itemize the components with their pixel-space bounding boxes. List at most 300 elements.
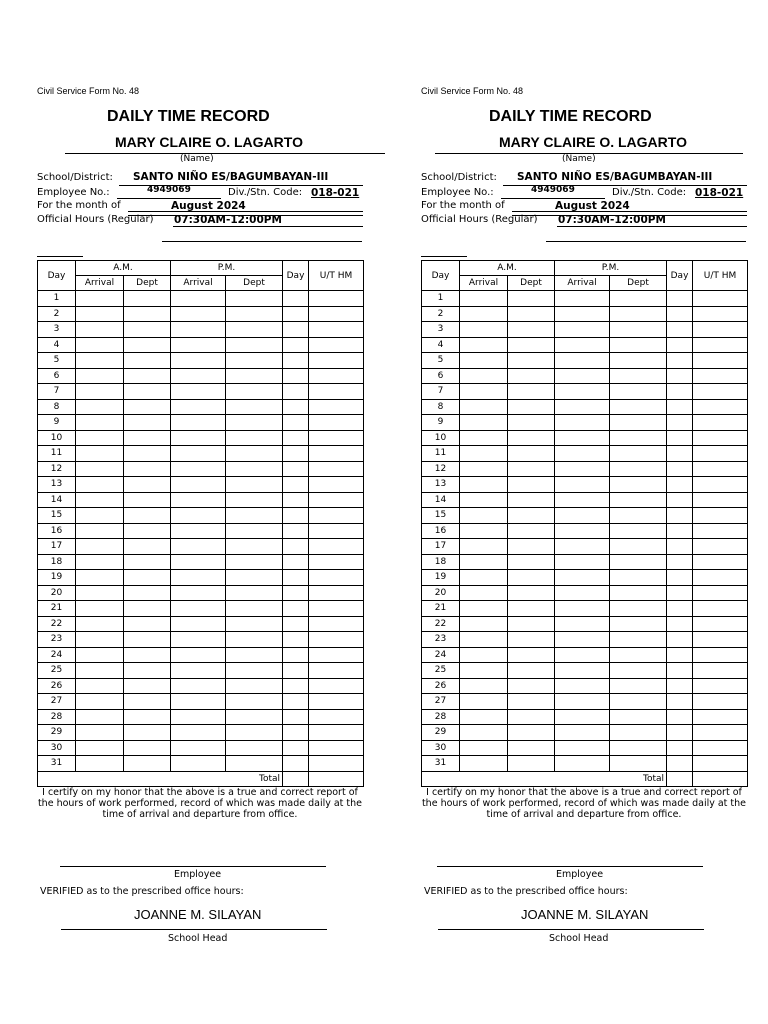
undertime-hm-cell[interactable] xyxy=(693,384,748,400)
am-arrival-cell[interactable] xyxy=(460,446,508,462)
pm-arrival-cell[interactable] xyxy=(171,616,226,632)
am-departure-cell[interactable] xyxy=(124,322,171,338)
undertime-day-cell[interactable] xyxy=(283,616,309,632)
am-departure-cell[interactable] xyxy=(508,368,555,384)
pm-departure-cell[interactable] xyxy=(226,368,283,384)
am-departure-cell[interactable] xyxy=(124,415,171,431)
pm-arrival-cell[interactable] xyxy=(555,756,610,772)
undertime-day-cell[interactable] xyxy=(667,415,693,431)
am-departure-cell[interactable] xyxy=(124,632,171,648)
am-arrival-cell[interactable] xyxy=(76,399,124,415)
pm-arrival-cell[interactable] xyxy=(555,601,610,617)
pm-arrival-cell[interactable] xyxy=(555,492,610,508)
undertime-day-cell[interactable] xyxy=(283,554,309,570)
pm-arrival-cell[interactable] xyxy=(171,539,226,555)
undertime-hm-cell[interactable] xyxy=(693,616,748,632)
pm-departure-cell[interactable] xyxy=(610,446,667,462)
pm-departure-cell[interactable] xyxy=(226,492,283,508)
am-departure-cell[interactable] xyxy=(124,585,171,601)
undertime-hm-cell[interactable] xyxy=(309,306,364,322)
am-departure-cell[interactable] xyxy=(124,446,171,462)
am-arrival-cell[interactable] xyxy=(76,492,124,508)
pm-arrival-cell[interactable] xyxy=(555,585,610,601)
am-arrival-cell[interactable] xyxy=(76,539,124,555)
am-arrival-cell[interactable] xyxy=(460,725,508,741)
am-departure-cell[interactable] xyxy=(124,539,171,555)
am-departure-cell[interactable] xyxy=(124,709,171,725)
am-arrival-cell[interactable] xyxy=(76,601,124,617)
pm-arrival-cell[interactable] xyxy=(171,570,226,586)
am-departure-cell[interactable] xyxy=(508,306,555,322)
pm-departure-cell[interactable] xyxy=(226,616,283,632)
pm-departure-cell[interactable] xyxy=(226,709,283,725)
am-arrival-cell[interactable] xyxy=(76,647,124,663)
pm-arrival-cell[interactable] xyxy=(555,430,610,446)
pm-arrival-cell[interactable] xyxy=(171,291,226,307)
pm-departure-cell[interactable] xyxy=(226,353,283,369)
undertime-hm-cell[interactable] xyxy=(309,756,364,772)
undertime-day-cell[interactable] xyxy=(283,492,309,508)
undertime-day-cell[interactable] xyxy=(283,368,309,384)
am-departure-cell[interactable] xyxy=(124,601,171,617)
pm-departure-cell[interactable] xyxy=(610,694,667,710)
pm-departure-cell[interactable] xyxy=(226,539,283,555)
am-departure-cell[interactable] xyxy=(124,461,171,477)
am-arrival-cell[interactable] xyxy=(76,554,124,570)
undertime-hm-cell[interactable] xyxy=(309,415,364,431)
undertime-hm-cell[interactable] xyxy=(309,337,364,353)
undertime-hm-cell[interactable] xyxy=(309,384,364,400)
undertime-hm-cell[interactable] xyxy=(693,306,748,322)
undertime-day-cell[interactable] xyxy=(667,740,693,756)
undertime-hm-cell[interactable] xyxy=(309,539,364,555)
pm-arrival-cell[interactable] xyxy=(171,523,226,539)
pm-departure-cell[interactable] xyxy=(610,554,667,570)
undertime-day-cell[interactable] xyxy=(667,477,693,493)
total-day-cell[interactable] xyxy=(283,771,309,787)
am-departure-cell[interactable] xyxy=(124,492,171,508)
undertime-day-cell[interactable] xyxy=(667,446,693,462)
am-arrival-cell[interactable] xyxy=(76,291,124,307)
pm-arrival-cell[interactable] xyxy=(555,523,610,539)
am-arrival-cell[interactable] xyxy=(76,461,124,477)
pm-departure-cell[interactable] xyxy=(226,523,283,539)
am-arrival-cell[interactable] xyxy=(460,663,508,679)
undertime-hm-cell[interactable] xyxy=(693,554,748,570)
pm-arrival-cell[interactable] xyxy=(555,446,610,462)
undertime-day-cell[interactable] xyxy=(667,430,693,446)
am-arrival-cell[interactable] xyxy=(460,709,508,725)
undertime-hm-cell[interactable] xyxy=(309,601,364,617)
pm-arrival-cell[interactable] xyxy=(555,384,610,400)
undertime-day-cell[interactable] xyxy=(283,632,309,648)
pm-departure-cell[interactable] xyxy=(610,368,667,384)
undertime-day-cell[interactable] xyxy=(283,570,309,586)
pm-arrival-cell[interactable] xyxy=(171,508,226,524)
undertime-day-cell[interactable] xyxy=(667,663,693,679)
undertime-hm-cell[interactable] xyxy=(693,585,748,601)
undertime-hm-cell[interactable] xyxy=(309,523,364,539)
undertime-day-cell[interactable] xyxy=(283,709,309,725)
pm-arrival-cell[interactable] xyxy=(171,446,226,462)
undertime-day-cell[interactable] xyxy=(667,601,693,617)
pm-departure-cell[interactable] xyxy=(610,523,667,539)
undertime-day-cell[interactable] xyxy=(667,384,693,400)
undertime-hm-cell[interactable] xyxy=(309,477,364,493)
am-departure-cell[interactable] xyxy=(124,337,171,353)
am-arrival-cell[interactable] xyxy=(460,585,508,601)
undertime-hm-cell[interactable] xyxy=(693,756,748,772)
am-departure-cell[interactable] xyxy=(124,306,171,322)
total-hm-cell[interactable] xyxy=(693,771,748,787)
undertime-hm-cell[interactable] xyxy=(309,492,364,508)
undertime-day-cell[interactable] xyxy=(283,508,309,524)
undertime-day-cell[interactable] xyxy=(283,539,309,555)
am-departure-cell[interactable] xyxy=(508,477,555,493)
pm-arrival-cell[interactable] xyxy=(555,554,610,570)
undertime-hm-cell[interactable] xyxy=(693,415,748,431)
undertime-day-cell[interactable] xyxy=(667,756,693,772)
undertime-hm-cell[interactable] xyxy=(693,601,748,617)
undertime-hm-cell[interactable] xyxy=(693,337,748,353)
am-arrival-cell[interactable] xyxy=(76,756,124,772)
pm-departure-cell[interactable] xyxy=(610,477,667,493)
am-departure-cell[interactable] xyxy=(508,709,555,725)
undertime-day-cell[interactable] xyxy=(667,306,693,322)
am-departure-cell[interactable] xyxy=(124,523,171,539)
pm-arrival-cell[interactable] xyxy=(555,647,610,663)
pm-departure-cell[interactable] xyxy=(610,399,667,415)
pm-departure-cell[interactable] xyxy=(226,632,283,648)
am-departure-cell[interactable] xyxy=(508,585,555,601)
undertime-day-cell[interactable] xyxy=(667,291,693,307)
am-arrival-cell[interactable] xyxy=(76,678,124,694)
am-departure-cell[interactable] xyxy=(508,430,555,446)
undertime-day-cell[interactable] xyxy=(283,399,309,415)
am-departure-cell[interactable] xyxy=(508,756,555,772)
pm-arrival-cell[interactable] xyxy=(171,601,226,617)
am-arrival-cell[interactable] xyxy=(460,492,508,508)
pm-arrival-cell[interactable] xyxy=(555,337,610,353)
undertime-hm-cell[interactable] xyxy=(693,678,748,694)
pm-arrival-cell[interactable] xyxy=(555,415,610,431)
am-departure-cell[interactable] xyxy=(508,678,555,694)
pm-arrival-cell[interactable] xyxy=(171,353,226,369)
pm-arrival-cell[interactable] xyxy=(171,384,226,400)
pm-arrival-cell[interactable] xyxy=(171,492,226,508)
pm-departure-cell[interactable] xyxy=(610,585,667,601)
am-departure-cell[interactable] xyxy=(508,539,555,555)
undertime-hm-cell[interactable] xyxy=(309,430,364,446)
pm-arrival-cell[interactable] xyxy=(555,570,610,586)
undertime-hm-cell[interactable] xyxy=(309,399,364,415)
pm-arrival-cell[interactable] xyxy=(171,430,226,446)
am-departure-cell[interactable] xyxy=(124,570,171,586)
pm-departure-cell[interactable] xyxy=(226,337,283,353)
undertime-hm-cell[interactable] xyxy=(309,678,364,694)
am-arrival-cell[interactable] xyxy=(460,337,508,353)
pm-departure-cell[interactable] xyxy=(226,306,283,322)
am-arrival-cell[interactable] xyxy=(76,616,124,632)
undertime-day-cell[interactable] xyxy=(667,647,693,663)
am-arrival-cell[interactable] xyxy=(460,539,508,555)
pm-departure-cell[interactable] xyxy=(226,678,283,694)
am-arrival-cell[interactable] xyxy=(460,616,508,632)
undertime-day-cell[interactable] xyxy=(667,725,693,741)
am-arrival-cell[interactable] xyxy=(460,523,508,539)
undertime-day-cell[interactable] xyxy=(667,678,693,694)
undertime-day-cell[interactable] xyxy=(667,585,693,601)
pm-departure-cell[interactable] xyxy=(610,616,667,632)
am-departure-cell[interactable] xyxy=(508,337,555,353)
am-arrival-cell[interactable] xyxy=(460,477,508,493)
am-departure-cell[interactable] xyxy=(508,523,555,539)
am-departure-cell[interactable] xyxy=(124,725,171,741)
pm-arrival-cell[interactable] xyxy=(555,477,610,493)
am-departure-cell[interactable] xyxy=(124,554,171,570)
pm-departure-cell[interactable] xyxy=(610,539,667,555)
pm-departure-cell[interactable] xyxy=(226,399,283,415)
pm-arrival-cell[interactable] xyxy=(555,322,610,338)
am-arrival-cell[interactable] xyxy=(76,709,124,725)
am-arrival-cell[interactable] xyxy=(460,415,508,431)
undertime-hm-cell[interactable] xyxy=(309,322,364,338)
undertime-hm-cell[interactable] xyxy=(693,539,748,555)
am-departure-cell[interactable] xyxy=(124,647,171,663)
am-arrival-cell[interactable] xyxy=(76,725,124,741)
undertime-day-cell[interactable] xyxy=(283,322,309,338)
undertime-hm-cell[interactable] xyxy=(693,663,748,679)
pm-departure-cell[interactable] xyxy=(610,461,667,477)
undertime-day-cell[interactable] xyxy=(667,539,693,555)
undertime-hm-cell[interactable] xyxy=(693,740,748,756)
am-departure-cell[interactable] xyxy=(508,647,555,663)
am-departure-cell[interactable] xyxy=(508,508,555,524)
undertime-day-cell[interactable] xyxy=(283,663,309,679)
pm-arrival-cell[interactable] xyxy=(555,306,610,322)
am-arrival-cell[interactable] xyxy=(460,694,508,710)
pm-departure-cell[interactable] xyxy=(226,446,283,462)
undertime-hm-cell[interactable] xyxy=(693,446,748,462)
pm-departure-cell[interactable] xyxy=(610,306,667,322)
undertime-day-cell[interactable] xyxy=(283,415,309,431)
pm-departure-cell[interactable] xyxy=(610,322,667,338)
am-departure-cell[interactable] xyxy=(508,353,555,369)
am-departure-cell[interactable] xyxy=(124,291,171,307)
am-departure-cell[interactable] xyxy=(124,477,171,493)
pm-departure-cell[interactable] xyxy=(226,740,283,756)
am-arrival-cell[interactable] xyxy=(460,353,508,369)
undertime-hm-cell[interactable] xyxy=(693,461,748,477)
am-departure-cell[interactable] xyxy=(124,616,171,632)
pm-arrival-cell[interactable] xyxy=(171,678,226,694)
undertime-hm-cell[interactable] xyxy=(693,322,748,338)
undertime-day-cell[interactable] xyxy=(667,523,693,539)
am-departure-cell[interactable] xyxy=(124,678,171,694)
undertime-day-cell[interactable] xyxy=(283,585,309,601)
am-arrival-cell[interactable] xyxy=(76,430,124,446)
am-arrival-cell[interactable] xyxy=(460,461,508,477)
am-departure-cell[interactable] xyxy=(124,663,171,679)
pm-arrival-cell[interactable] xyxy=(555,694,610,710)
am-arrival-cell[interactable] xyxy=(460,647,508,663)
pm-departure-cell[interactable] xyxy=(610,570,667,586)
am-arrival-cell[interactable] xyxy=(460,756,508,772)
am-departure-cell[interactable] xyxy=(508,601,555,617)
pm-departure-cell[interactable] xyxy=(610,430,667,446)
pm-departure-cell[interactable] xyxy=(610,291,667,307)
undertime-day-cell[interactable] xyxy=(667,322,693,338)
pm-departure-cell[interactable] xyxy=(610,756,667,772)
pm-departure-cell[interactable] xyxy=(226,585,283,601)
undertime-day-cell[interactable] xyxy=(667,709,693,725)
undertime-day-cell[interactable] xyxy=(283,446,309,462)
pm-departure-cell[interactable] xyxy=(610,740,667,756)
am-departure-cell[interactable] xyxy=(508,570,555,586)
pm-departure-cell[interactable] xyxy=(226,461,283,477)
undertime-hm-cell[interactable] xyxy=(693,291,748,307)
pm-departure-cell[interactable] xyxy=(610,632,667,648)
pm-departure-cell[interactable] xyxy=(610,678,667,694)
am-arrival-cell[interactable] xyxy=(460,632,508,648)
am-arrival-cell[interactable] xyxy=(76,570,124,586)
am-arrival-cell[interactable] xyxy=(460,368,508,384)
undertime-hm-cell[interactable] xyxy=(309,725,364,741)
pm-arrival-cell[interactable] xyxy=(171,709,226,725)
am-departure-cell[interactable] xyxy=(508,384,555,400)
undertime-day-cell[interactable] xyxy=(667,399,693,415)
am-departure-cell[interactable] xyxy=(508,492,555,508)
am-arrival-cell[interactable] xyxy=(76,368,124,384)
pm-departure-cell[interactable] xyxy=(610,725,667,741)
am-departure-cell[interactable] xyxy=(124,430,171,446)
pm-departure-cell[interactable] xyxy=(610,353,667,369)
pm-departure-cell[interactable] xyxy=(226,384,283,400)
am-arrival-cell[interactable] xyxy=(460,508,508,524)
am-arrival-cell[interactable] xyxy=(76,322,124,338)
undertime-hm-cell[interactable] xyxy=(693,725,748,741)
pm-departure-cell[interactable] xyxy=(226,663,283,679)
pm-departure-cell[interactable] xyxy=(226,647,283,663)
am-departure-cell[interactable] xyxy=(508,663,555,679)
undertime-day-cell[interactable] xyxy=(667,368,693,384)
am-departure-cell[interactable] xyxy=(508,461,555,477)
undertime-hm-cell[interactable] xyxy=(309,508,364,524)
am-arrival-cell[interactable] xyxy=(460,306,508,322)
pm-arrival-cell[interactable] xyxy=(555,709,610,725)
am-departure-cell[interactable] xyxy=(508,632,555,648)
am-arrival-cell[interactable] xyxy=(76,446,124,462)
am-departure-cell[interactable] xyxy=(124,353,171,369)
undertime-hm-cell[interactable] xyxy=(309,632,364,648)
undertime-day-cell[interactable] xyxy=(283,647,309,663)
pm-arrival-cell[interactable] xyxy=(171,740,226,756)
pm-departure-cell[interactable] xyxy=(226,291,283,307)
undertime-day-cell[interactable] xyxy=(667,616,693,632)
pm-arrival-cell[interactable] xyxy=(171,399,226,415)
undertime-hm-cell[interactable] xyxy=(693,647,748,663)
am-departure-cell[interactable] xyxy=(508,399,555,415)
pm-departure-cell[interactable] xyxy=(610,663,667,679)
undertime-hm-cell[interactable] xyxy=(309,446,364,462)
undertime-hm-cell[interactable] xyxy=(693,508,748,524)
undertime-hm-cell[interactable] xyxy=(309,353,364,369)
undertime-hm-cell[interactable] xyxy=(309,740,364,756)
undertime-hm-cell[interactable] xyxy=(309,554,364,570)
am-departure-cell[interactable] xyxy=(124,756,171,772)
undertime-hm-cell[interactable] xyxy=(309,570,364,586)
pm-departure-cell[interactable] xyxy=(610,709,667,725)
am-arrival-cell[interactable] xyxy=(76,585,124,601)
undertime-day-cell[interactable] xyxy=(283,601,309,617)
undertime-day-cell[interactable] xyxy=(283,353,309,369)
undertime-day-cell[interactable] xyxy=(283,694,309,710)
pm-departure-cell[interactable] xyxy=(610,337,667,353)
undertime-day-cell[interactable] xyxy=(667,337,693,353)
am-departure-cell[interactable] xyxy=(124,694,171,710)
undertime-hm-cell[interactable] xyxy=(693,353,748,369)
pm-arrival-cell[interactable] xyxy=(171,322,226,338)
am-arrival-cell[interactable] xyxy=(76,337,124,353)
am-arrival-cell[interactable] xyxy=(76,523,124,539)
undertime-day-cell[interactable] xyxy=(283,725,309,741)
pm-arrival-cell[interactable] xyxy=(171,306,226,322)
am-departure-cell[interactable] xyxy=(508,740,555,756)
am-departure-cell[interactable] xyxy=(508,446,555,462)
undertime-hm-cell[interactable] xyxy=(309,647,364,663)
pm-departure-cell[interactable] xyxy=(610,415,667,431)
undertime-day-cell[interactable] xyxy=(667,353,693,369)
undertime-day-cell[interactable] xyxy=(667,492,693,508)
undertime-day-cell[interactable] xyxy=(667,632,693,648)
undertime-day-cell[interactable] xyxy=(283,291,309,307)
pm-departure-cell[interactable] xyxy=(610,492,667,508)
pm-departure-cell[interactable] xyxy=(226,756,283,772)
am-arrival-cell[interactable] xyxy=(76,384,124,400)
undertime-hm-cell[interactable] xyxy=(309,368,364,384)
am-departure-cell[interactable] xyxy=(124,399,171,415)
am-arrival-cell[interactable] xyxy=(460,384,508,400)
pm-arrival-cell[interactable] xyxy=(171,477,226,493)
am-departure-cell[interactable] xyxy=(508,694,555,710)
pm-arrival-cell[interactable] xyxy=(171,694,226,710)
undertime-hm-cell[interactable] xyxy=(309,461,364,477)
pm-departure-cell[interactable] xyxy=(226,725,283,741)
undertime-day-cell[interactable] xyxy=(283,461,309,477)
pm-arrival-cell[interactable] xyxy=(555,291,610,307)
am-arrival-cell[interactable] xyxy=(460,399,508,415)
pm-departure-cell[interactable] xyxy=(226,508,283,524)
undertime-hm-cell[interactable] xyxy=(693,492,748,508)
am-departure-cell[interactable] xyxy=(124,508,171,524)
pm-arrival-cell[interactable] xyxy=(555,632,610,648)
am-departure-cell[interactable] xyxy=(124,740,171,756)
pm-departure-cell[interactable] xyxy=(610,601,667,617)
am-departure-cell[interactable] xyxy=(508,322,555,338)
am-arrival-cell[interactable] xyxy=(460,554,508,570)
am-departure-cell[interactable] xyxy=(508,616,555,632)
undertime-day-cell[interactable] xyxy=(667,554,693,570)
pm-arrival-cell[interactable] xyxy=(555,663,610,679)
pm-arrival-cell[interactable] xyxy=(555,725,610,741)
pm-departure-cell[interactable] xyxy=(226,694,283,710)
pm-arrival-cell[interactable] xyxy=(171,756,226,772)
am-arrival-cell[interactable] xyxy=(460,740,508,756)
am-arrival-cell[interactable] xyxy=(76,632,124,648)
undertime-day-cell[interactable] xyxy=(283,430,309,446)
pm-arrival-cell[interactable] xyxy=(555,678,610,694)
pm-arrival-cell[interactable] xyxy=(171,663,226,679)
